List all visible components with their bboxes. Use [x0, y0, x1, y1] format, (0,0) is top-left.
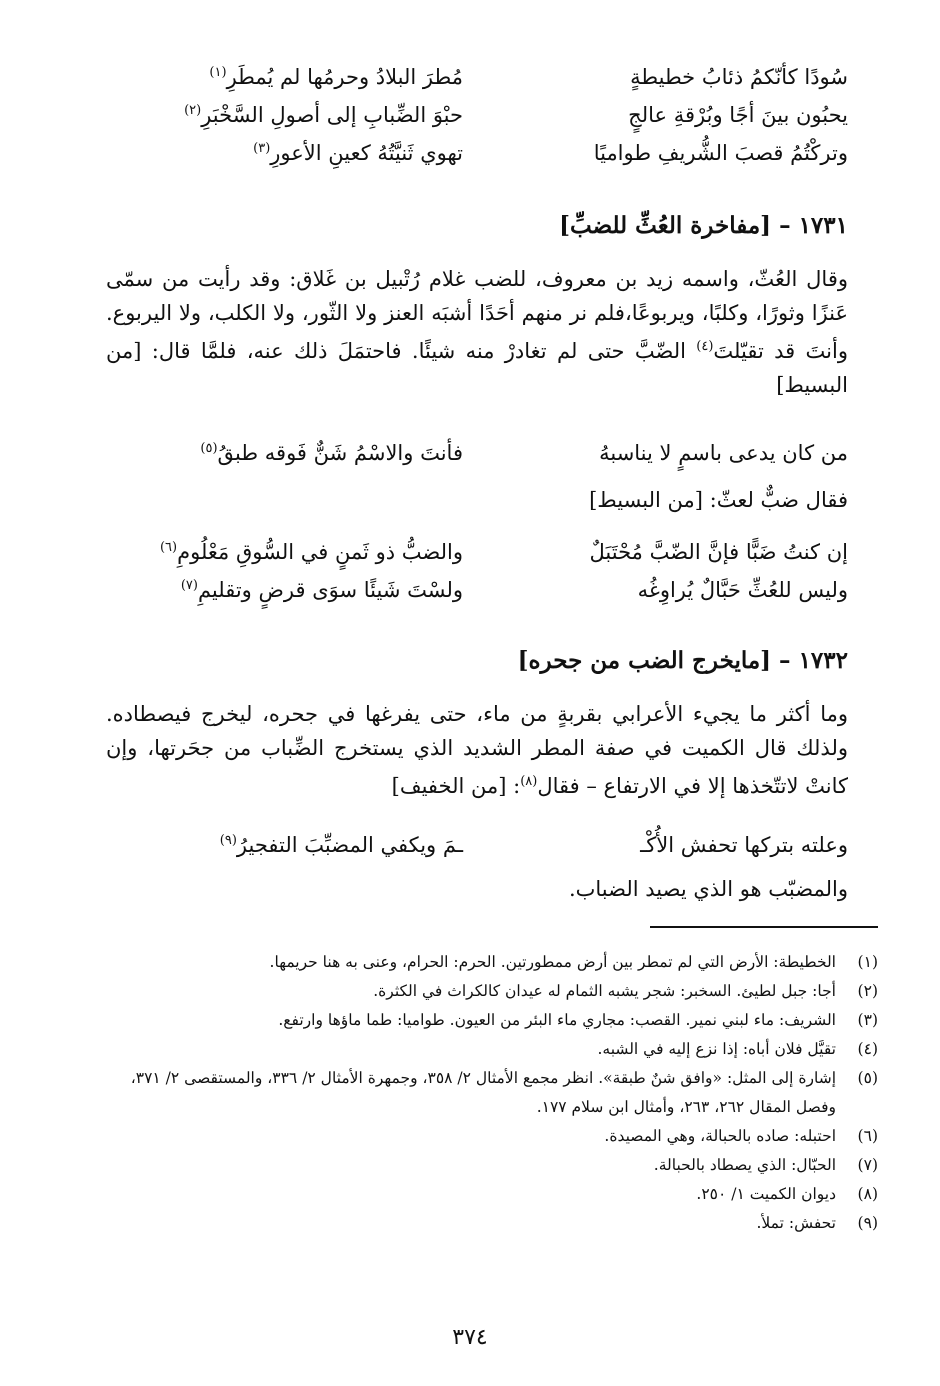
footnote-text: الشريف: ماء لبني نمير. القصب: مجاري ماء البئر من العيون. طواميا: طما ماؤها وارتفع. [278, 1011, 836, 1029]
paragraph-1731: وقال العُثّ، واسمه زيد بن معروف، للضب غلام رُتْبيل بن غَلاق: وقد رأيت من سمّى عَنزًا وثورًا، وكلبًا، ويربوعًا،فلم نر منهم أحَدًا أشبَه العنز ولا الثّور، ولا الكلب، ولا اليربوع. وأنتَ قد تقيّلتَ$^{(٤)}$ الضّبَّ حتى لم تغادرْ منه شيئًا. فاحتمَلَ ذلك عنه، فلمَّا قال: [من البسيط] [106, 267, 848, 397]
footnote [98, 1035, 878, 1064]
verse-first-hemistich: وليس للعُثِّ حَبَّالٌ يُراوِغُه [637, 578, 848, 602]
verse [108, 134, 848, 172]
footnote [98, 977, 878, 1006]
verse [108, 96, 848, 134]
footnote-ref: (٤) [696, 339, 714, 354]
verse [108, 571, 848, 609]
verse-first-hemistich: وعلته بتركها تحفش الأُكْـ [640, 833, 848, 857]
footnote-number: (١) [857, 953, 878, 971]
verse [108, 533, 848, 571]
verse-second-hemistich: فأنتَ والاسْمُ شَنٌّ فَوقه طبقُ$^{(٥)}$ [200, 441, 463, 465]
page-number: ٣٧٤ [452, 1325, 488, 1350]
footnote-number: (٥) [857, 1069, 878, 1087]
footnote-number: (٣) [857, 1011, 878, 1029]
paragraph-reply-intro: فقال ضبٌّ لعثّ: [من البسيط] [589, 488, 848, 512]
verse-first-hemistich: إن كنتُ ضَبًّا فإنَّ الضّبَّ مُحْتَبَلٌ [589, 540, 848, 564]
paragraph-closing: والمضبّب هو الذي يصيد الضباب. [568, 877, 848, 901]
footnote-text: تقيَّل فلان أباه: إذا نزع إليه في الشبه. [597, 1040, 836, 1058]
footnote [98, 1151, 878, 1180]
verse-first-hemistich: سُودًا كأنّكمُ ذئابُ خطيطةٍ [630, 65, 848, 89]
verse-first-hemistich: وتركْتُمُ قصبَ الشُّريفِ طواميًا [593, 141, 848, 165]
footnote-number: (٢) [857, 982, 878, 1000]
verse [108, 826, 848, 864]
footnote [98, 1209, 878, 1238]
footnote [98, 1006, 878, 1035]
verse-second-hemistich: ولسْتَ شَيئًا سوَى قرضٍ وتقليمِ$^{(٧)}$ [180, 578, 463, 602]
verse-second-hemistich: والضبُّ ذو ثَمنٍ في السُّوقِ مَعْلُومِ$^{(٦)}$ [159, 540, 463, 564]
poem-block-2 [108, 434, 848, 472]
footnote-ref: (٩) [219, 833, 237, 848]
verse-second-hemistich: تهوي ثَنيَّتُهُ كعينِ الأعورِ$^{(٣)}$ [253, 141, 463, 165]
section-heading-1731: ١٧٣١ – [مفاخرة العُثِّ للضبِّ] [559, 212, 848, 239]
paragraph-1732: وما أكثر ما يجيء الأعرابي بقربةٍ من ماء، حتى يفرغها في جحره، ليخرج فيصطاده. ولذلك قال الكميت في صفة المطر الشديد الذي يستخرج الضِّباب من جحَرتها، وإن كانتْ لاتتّخذها إلا في الارتفاع – فقال$^{(٨)}$: [من الخفيف] [106, 702, 848, 798]
footnote-number: (٧) [857, 1156, 878, 1174]
footnote-text: ديوان الكميت ١/ ٢٥٠. [696, 1185, 836, 1203]
verse [108, 58, 848, 96]
footnote-text: أجا: جبل لطيئ. السخبر: شجر يشبه الثمام له عيدان كالكراث في الكثرة. [373, 982, 836, 1000]
verse-second-hemistich: حبْوَ الضِّبابِ إلى أصولِ السَّخْبَرِ$^{(٢)}$ [184, 103, 463, 127]
footnote-text: الحبّال: الذي يصطاد بالحبالة. [653, 1156, 836, 1174]
poem-block-3 [108, 533, 848, 609]
footnote-number: (٩) [857, 1214, 878, 1232]
footnote-number: (٦) [857, 1127, 878, 1145]
footnote-ref: (٢) [184, 103, 202, 118]
footnote-ref: (١) [209, 65, 227, 80]
footnote-ref: (٥) [200, 441, 218, 456]
footnotes [98, 948, 878, 1238]
footnote-ref: (٧) [180, 578, 198, 593]
verse-first-hemistich: يحبُون بينَ أجًا وبُرْقةِ عالجٍ [628, 103, 848, 127]
footnote-ref: (٨) [520, 774, 538, 789]
footnote-number: (٤) [857, 1040, 878, 1058]
footnote [98, 948, 878, 977]
footnote-number: (٨) [857, 1185, 878, 1203]
footnote [98, 1180, 878, 1209]
verse-second-hemistich: ـمَ ويكفي المضبِّبَ التفجيرُ$^{(٩)}$ [219, 833, 463, 857]
verse-first-hemistich: من كان يدعى باسمٍ لا يناسبهُ [599, 441, 848, 465]
verse [108, 434, 848, 472]
poem-block-4 [108, 826, 848, 864]
footnote-ref: (٣) [253, 141, 271, 156]
footnote-ref: (٦) [159, 540, 178, 555]
footnote-text: إشارة إلى المثل: «وافق شنٌ طبقة». انظر مجمع الأمثال ٢/ ٣٥٨، وجمهرة الأمثال ٢/ ٣٣٦، والمستقصى ٢/ ٣٧١، وفصل المقال ٢٦٢، ٢٦٣، وأمثال ابن سلام ١٧٧. [130, 1069, 836, 1116]
footnote-text: الخطيطة: الأرض التي لم تمطر بين أرض ممطورتين. الحرم: الحرام، وعنى به هنا حريمها. [269, 953, 836, 971]
poem-block-1 [108, 58, 848, 172]
verse-second-hemistich: مُطرَ البلادُ وحرمُها لم يُمطَرِ$^{(١)}$ [209, 65, 463, 89]
footnote-text: احتبله: صاده بالحبالة، وهي المصيدة. [604, 1127, 836, 1145]
footnote [98, 1122, 878, 1151]
section-heading-1732: ١٧٣٢ – [مايخرج الضب من جحره] [517, 647, 848, 674]
footnote [98, 1064, 878, 1122]
footnote-separator [650, 926, 878, 928]
footnote-text: تحفش: تملأ. [756, 1214, 836, 1232]
